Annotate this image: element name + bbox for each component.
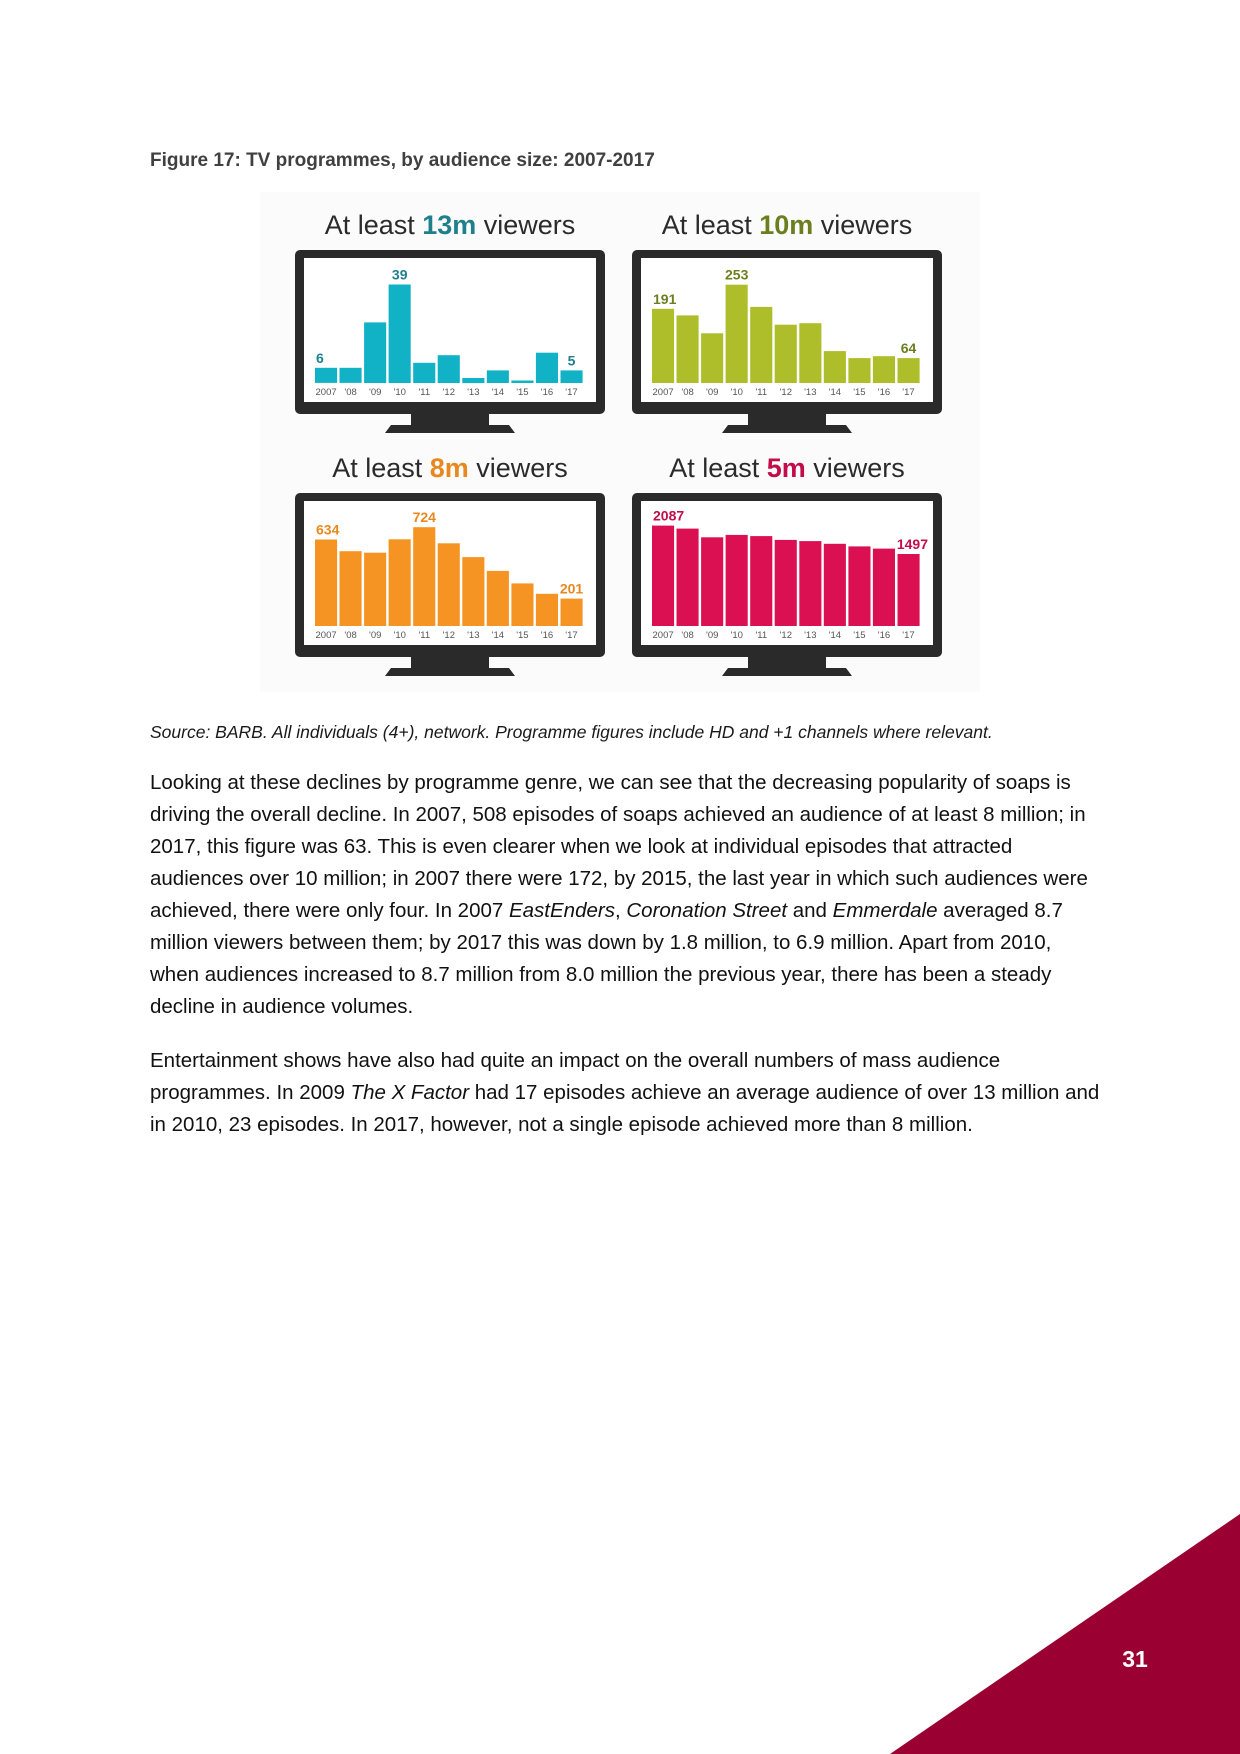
x-tick-label: '15: [516, 387, 529, 398]
chart-title-suffix: viewers: [476, 210, 576, 240]
tv-stand: [385, 425, 515, 433]
bar: [561, 599, 583, 626]
chart-title: [632, 453, 942, 484]
chart-title-prefix: At least: [324, 210, 423, 240]
x-tick-label: 2007: [315, 630, 337, 641]
bar: [511, 583, 533, 626]
tv-stand: [722, 425, 852, 433]
bar: [487, 571, 509, 626]
paragraph-text: Looking at these declines by programme genre, we can see that the decreasing popularity of soaps is driving the overall decline. In 2007, 508 episodes of soaps achieved an audience of at least 8 million; in 2017, this figure was 63. This is even clearer when we look at individual episodes that attracted audiences over 10 million; in 2007 there were 172, by 2015, the last year in which such audiences were achieved, there were only four. In 2007: [150, 771, 1088, 922]
x-tick-label: '16: [877, 630, 891, 641]
bar: [750, 307, 772, 383]
bar: [413, 363, 435, 383]
bar: [775, 540, 797, 626]
bar: [315, 540, 337, 627]
bar: [898, 358, 920, 383]
data-label: 64: [900, 340, 917, 357]
data-label: 634: [316, 521, 340, 538]
paragraph-text: Entertainment shows have also had quite an impact on the overall numbers of mass audience programmes. In 2009: [150, 1049, 1001, 1104]
tv-stand: [722, 668, 852, 676]
x-tick-label: '13: [467, 387, 480, 398]
x-tick-label: '12: [442, 630, 455, 641]
tv-chart-svg: [295, 493, 605, 683]
x-tick-label: '17: [565, 387, 578, 398]
bar: [364, 322, 386, 383]
chart-title-highlight: 10m: [759, 210, 814, 240]
bar: [652, 526, 674, 626]
bar: [438, 543, 460, 626]
data-label: 6: [316, 349, 324, 366]
x-tick-label: 2007: [652, 387, 674, 398]
x-tick-label: '14: [491, 387, 505, 398]
source-note: Source: BARB. All individuals (4+), network. Programme figures include HD and +1 channels where relevant.: [150, 722, 993, 742]
x-tick-label: '09: [369, 630, 382, 641]
body-paragraph: [150, 767, 1100, 1023]
x-tick-label: '08: [344, 387, 357, 398]
x-tick-label: '15: [853, 630, 866, 641]
bar: [536, 353, 558, 383]
bar: [511, 381, 533, 384]
chart-title-highlight: 8m: [429, 453, 469, 483]
x-tick-label: '10: [730, 387, 743, 398]
x-tick-label: '12: [442, 387, 455, 398]
figure-caption: Figure 17: TV programmes, by audience size: 2007-2017: [150, 150, 655, 171]
paragraph-text: and: [787, 899, 833, 922]
paragraph-text: averaged 8.7 million viewers between them; by 2017 this was down by 1.8 million, to 6.9 million. Apart from 2010, when audiences increased to 8.7 million from 8.0 million the previous year, there has been a steady decline in audience volumes.: [150, 899, 1063, 1018]
bar: [701, 333, 723, 383]
page-number: 31: [1122, 1646, 1148, 1672]
tv-chart-svg: [295, 250, 605, 440]
x-tick-label: '15: [516, 630, 529, 641]
data-label: 2087: [653, 507, 685, 524]
tv-chart-svg: [632, 250, 942, 440]
data-label: 253: [725, 266, 749, 283]
data-label: 39: [391, 266, 408, 283]
x-tick-label: 2007: [652, 630, 674, 641]
x-tick-label: '16: [877, 387, 891, 398]
x-tick-label: '11: [755, 630, 768, 641]
paragraph-text: had 17 episodes achieve an average audience of over 13 million and in 2010, 23 episodes. In 2017, however, not a single episode achieved more than 8 million.: [150, 1081, 1100, 1136]
chart-title-prefix: At least: [669, 453, 767, 483]
bar: [340, 551, 362, 626]
x-tick-label: '16: [540, 387, 554, 398]
chart-title-highlight: 5m: [766, 453, 806, 483]
bar: [726, 285, 748, 383]
bar: [873, 549, 895, 626]
x-tick-label: '10: [393, 630, 406, 641]
data-label: 5: [567, 352, 576, 369]
bar: [750, 536, 772, 626]
bar: [389, 285, 411, 384]
bar: [652, 309, 674, 383]
chart-title-suffix: viewers: [805, 453, 905, 483]
bar: [775, 325, 797, 383]
x-tick-label: '13: [467, 630, 480, 641]
chart-title-prefix: At least: [332, 453, 430, 483]
bar: [536, 594, 558, 626]
tv-chart-svg: [632, 493, 942, 683]
bar: [462, 557, 484, 626]
bar: [701, 537, 723, 626]
bar: [340, 368, 362, 383]
bar: [873, 356, 895, 383]
chart-title-suffix: viewers: [813, 210, 913, 240]
x-tick-label: '09: [369, 387, 382, 398]
bar: [462, 378, 484, 383]
chart-title: [295, 210, 605, 241]
tv-neck: [748, 657, 826, 668]
data-label: 724: [412, 509, 436, 526]
x-tick-label: '11: [418, 630, 431, 641]
figure-panel: [260, 192, 980, 692]
bar: [315, 368, 337, 383]
programme-title: The X Factor: [350, 1081, 470, 1104]
bar: [389, 539, 411, 626]
bar: [487, 370, 509, 383]
programme-title: Coronation Street: [626, 899, 788, 922]
x-tick-label: '09: [706, 630, 719, 641]
data-label: 191: [653, 290, 677, 307]
x-tick-label: '12: [779, 630, 792, 641]
bar: [824, 351, 846, 383]
x-tick-label: '17: [902, 630, 915, 641]
bar: [848, 358, 870, 383]
x-tick-label: '17: [902, 387, 915, 398]
corner-triangle: [890, 1514, 1240, 1754]
bar: [438, 355, 460, 383]
chart-title: [295, 453, 605, 484]
x-tick-label: '08: [344, 630, 357, 641]
chart-title-highlight: 13m: [422, 210, 477, 240]
bar: [561, 370, 583, 383]
chart-title-prefix: At least: [661, 210, 760, 240]
programme-title: Emmerdale: [832, 899, 938, 922]
x-tick-label: '11: [418, 387, 431, 398]
bar: [799, 541, 821, 626]
bar: [677, 315, 699, 383]
x-tick-label: '16: [540, 630, 554, 641]
corner-decoration: [890, 1514, 1240, 1754]
x-tick-label: '11: [755, 387, 768, 398]
x-tick-label: '10: [730, 630, 743, 641]
x-tick-label: 2007: [315, 387, 337, 398]
x-tick-label: '12: [779, 387, 792, 398]
x-tick-label: '09: [706, 387, 719, 398]
x-tick-label: '14: [828, 387, 842, 398]
x-tick-label: '13: [804, 630, 817, 641]
bar: [799, 323, 821, 383]
bar: [677, 529, 699, 626]
bar: [364, 553, 386, 626]
tv-neck: [411, 657, 489, 668]
bar: [898, 554, 920, 626]
tv-neck: [411, 414, 489, 425]
chart-title: [632, 210, 942, 241]
bar: [824, 544, 846, 626]
x-tick-label: '15: [853, 387, 866, 398]
bar: [848, 546, 870, 626]
paragraph-text: ,: [614, 899, 627, 922]
tv-neck: [748, 414, 826, 425]
bar: [726, 535, 748, 626]
x-tick-label: '14: [491, 630, 505, 641]
data-label: 1497: [896, 536, 928, 552]
data-label: 201: [559, 580, 584, 597]
tv-stand: [385, 668, 515, 676]
x-tick-label: '17: [565, 630, 578, 641]
programme-title: EastEnders: [508, 899, 615, 922]
x-tick-label: '13: [804, 387, 817, 398]
x-tick-label: '08: [681, 630, 694, 641]
chart-title-suffix: viewers: [468, 453, 568, 483]
bar: [413, 527, 435, 626]
x-tick-label: '10: [393, 387, 406, 398]
x-tick-label: '14: [828, 630, 842, 641]
body-paragraph: [150, 1045, 1100, 1141]
x-tick-label: '08: [681, 387, 694, 398]
